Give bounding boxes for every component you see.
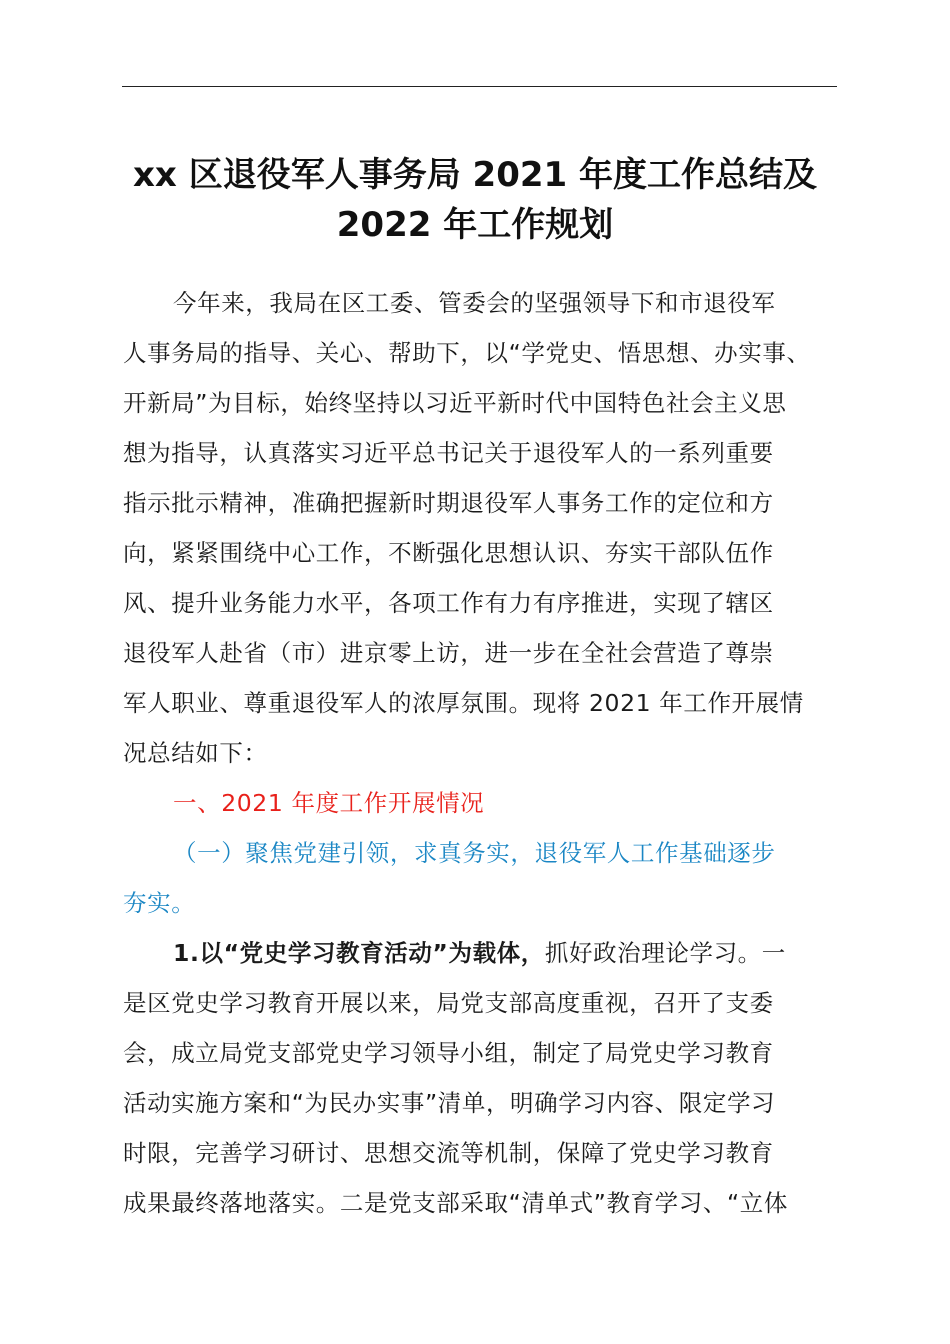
paragraph-line: 指示批示精神，准确把握新时期退役军人事务工作的定位和方 xyxy=(123,489,774,517)
paragraph-line: 会，成立局党支部党史学习领导小组，制定了局党史学习教育 xyxy=(123,1039,774,1067)
subsection-heading-line: 夯实。 xyxy=(123,889,196,917)
document-title-line-2: 2022 年工作规划 xyxy=(336,205,614,245)
item-first-line xyxy=(123,928,843,978)
paragraph-line: 是区党史学习教育开展以来，局党支部高度重视，召开了支委 xyxy=(123,989,774,1017)
paragraph-line: 况总结如下： xyxy=(123,739,268,767)
item-paragraph xyxy=(123,928,843,1228)
document-title-line-1: xx 区退役军人事务局 2021 年度工作总结及 xyxy=(133,155,817,195)
paragraph-line: 时限，完善学习研讨、思想交流等机制，保障了党史学习教育 xyxy=(123,1139,774,1167)
paragraph-line: 想为指导，认真落实习近平总书记关于退役军人的一系列重要 xyxy=(123,439,774,467)
paragraph-line: 退役军人赴省（市）进京零上访，进一步在全社会营造了尊崇 xyxy=(123,639,774,667)
header-rule xyxy=(122,86,837,87)
paragraph-line: 人事务局的指导、关心、帮助下，以“学党史、悟思想、办实事、 xyxy=(123,339,811,367)
item-lead: 1.以“党史学习教育活动”为载体， xyxy=(173,939,545,967)
intro-paragraph xyxy=(123,278,843,778)
paragraph-line: 向，紧紧围绕中心工作，不断强化思想认识、夯实干部队伍作 xyxy=(123,539,774,567)
item-lead-rest: 抓好政治理论学习。一 xyxy=(544,939,786,967)
paragraph-line: 开新局”为目标，始终坚持以习近平新时代中国特色社会主义思 xyxy=(123,389,787,417)
paragraph-line: 活动实施方案和“为民办实事”清单，明确学习内容、限定学习 xyxy=(123,1089,776,1117)
document-body xyxy=(123,278,843,1228)
paragraph-line: 今年来，我局在区工委、管委会的坚强领导下和市退役军 xyxy=(173,289,776,317)
paragraph-line: 风、提升业务能力水平，各项工作有力有序推进，实现了辖区 xyxy=(123,589,774,617)
subsection-heading xyxy=(123,828,843,928)
paragraph-line: 成果最终落地落实。二是党支部采取“清单式”教育学习、“立体 xyxy=(123,1189,788,1217)
subsection-heading-line: （一）聚焦党建引领，求真务实，退役军人工作基础逐步 xyxy=(173,839,776,867)
paragraph-line: 军人职业、尊重退役军人的浓厚氛围。现将 2021 年工作开展情 xyxy=(123,689,804,717)
section-heading: 一、2021 年度工作开展情况 xyxy=(173,789,485,817)
